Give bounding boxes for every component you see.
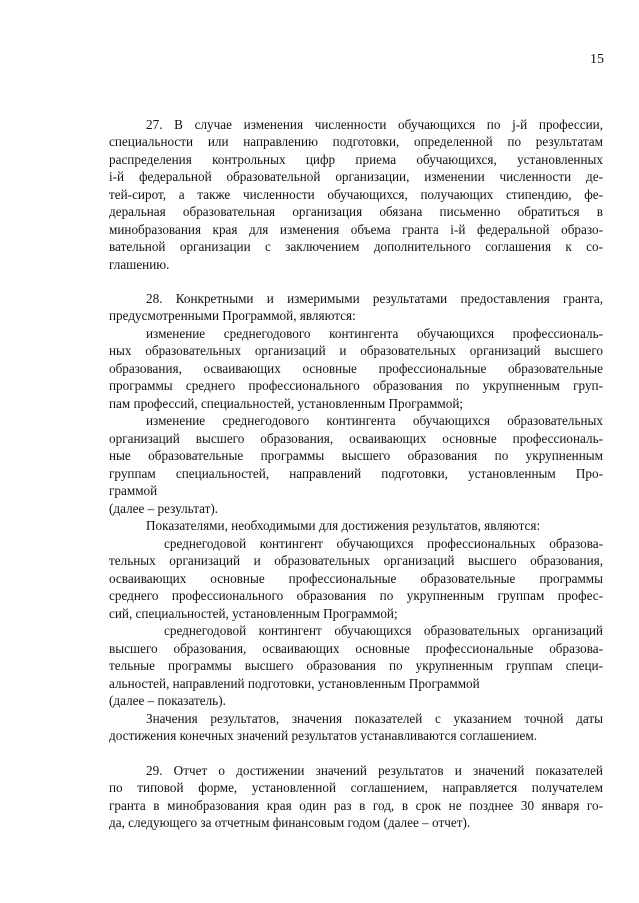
text-line: изменение среднегодового контингента обучающихся образовательных [146, 413, 603, 428]
text-line: высшего образования, осваивающих основные профессиональные образова- [109, 641, 603, 656]
text-line: 27. В случае изменения численности обучающихся по j-й профессии, [146, 117, 603, 132]
text-line: специальности или направлению подготовки, определенной по результатам [109, 134, 603, 149]
text-line: гранта в минобразования края один раз в год, в срок не позднее 30 января го- [109, 798, 603, 813]
text-line: по типовой форме, установленной соглашением, направляется получателем [109, 780, 603, 795]
text-line: Значения результатов, значения показателей с указанием точной даты [146, 711, 603, 726]
page-number: 15 [590, 52, 604, 67]
text-line: альностей, направлений подготовки, установленным Программой [109, 676, 480, 691]
text-line: глашению. [109, 257, 170, 272]
text-line: предусмотренными Программой, являются: [109, 308, 356, 323]
text-line: деральная образовательная организация обязана письменно обратиться в [109, 204, 603, 219]
text-line: вательной организации с заключением дополнительного соглашения к со- [109, 239, 603, 254]
text-line: тельных организаций и образовательных организаций высшего образования, [109, 553, 603, 568]
text-line: среднегодовой контингент обучающихся образовательных организаций [164, 623, 603, 638]
text-line: программы среднего профессионального образования по укрупненным груп- [109, 378, 603, 393]
text-line: среднего профессионального образования по укрупненным группам профес- [109, 588, 603, 603]
text-line: осваивающих основные профессиональные образовательные программы [109, 571, 603, 586]
text-line: сий, специальностей, установленным Программой; [109, 606, 398, 621]
text-line: граммой [109, 483, 158, 498]
text-line: ных образовательных организаций и образовательных организаций высшего [109, 343, 603, 358]
text-line: ные образовательные программы высшего образования по укрупненным [109, 448, 603, 463]
text-line: пам профессий, специальностей, установленным Программой; [109, 396, 464, 411]
text-line: среднегодовой контингент обучающихся профессиональных образова- [164, 536, 603, 551]
text-line: образования, осваивающих основные профессиональные образовательные [109, 361, 603, 376]
text-line: (далее – результат). [109, 501, 219, 516]
text-line: изменение среднегодового контингента обучающихся профессиональ- [146, 326, 603, 341]
text-line: Показателями, необходимыми для достижения результатов, являются: [146, 518, 541, 533]
text-line: тей-сирот, а также численности обучающихся, получающих стипендию, фе- [109, 187, 603, 202]
text-line: (далее – показатель). [109, 693, 226, 708]
text-line: тельные программы высшего образования по укрупненным группам специ- [109, 658, 603, 673]
text-line: 28. Конкретными и измеримыми результатами предоставления гранта, [146, 291, 603, 306]
text-line: распределения контрольных цифр приема обучающихся, установленных [109, 152, 603, 167]
text-line: i-й федеральной образовательной организации, изменении численности де- [109, 169, 603, 184]
text-line: да, следующего за отчетным финансовым годом (далее – отчет). [109, 815, 471, 830]
text-line: организаций высшего образования, осваивающих основные профессиональ- [109, 431, 603, 446]
text-line: 29. Отчет о достижении значений результатов и значений показателей [146, 763, 603, 778]
text-line: минобразования края для изменения объема гранта i-й федеральной образо- [109, 222, 603, 237]
text-line: достижения конечных значений результатов устанавливаются соглашением. [109, 728, 538, 743]
text-line: группам специальностей, направлений подготовки, установленным Про- [109, 466, 603, 481]
